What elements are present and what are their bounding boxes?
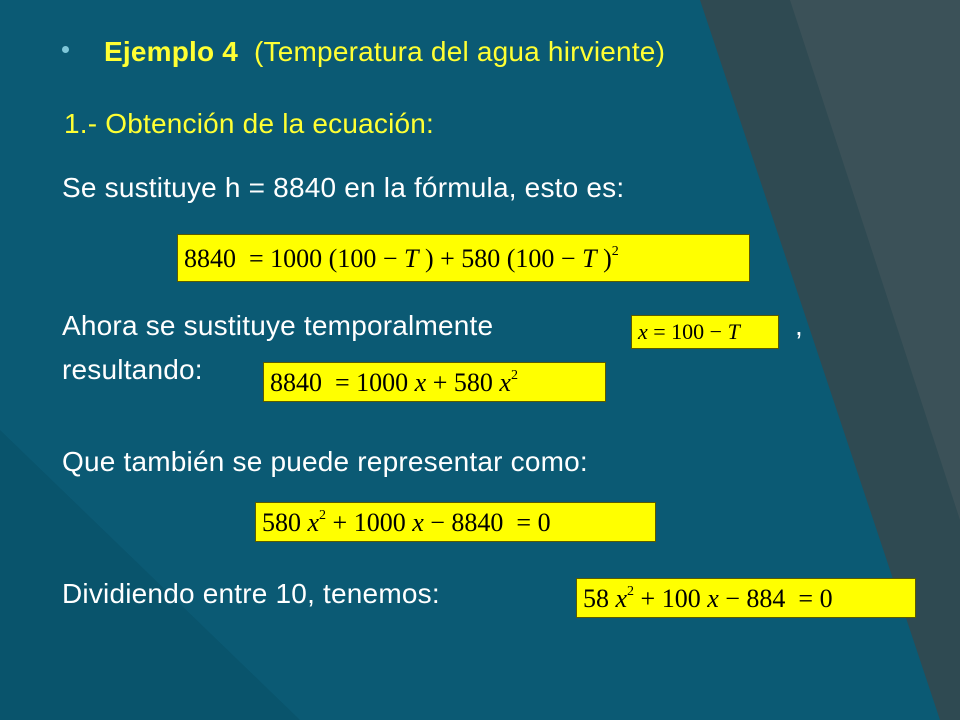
equation-3-content: 580 $x^2 + 1000$ x − 8840 = 0	[262, 507, 551, 537]
heading-bold: Ejemplo 4	[104, 36, 239, 67]
heading-rest: (Temperatura del agua hirviente)	[254, 36, 666, 67]
bullet-icon	[62, 46, 69, 53]
equation-1	[177, 234, 750, 282]
slide-heading	[104, 36, 665, 68]
section-subtitle: 1.- Obtención de la ecuación:	[64, 108, 435, 139]
comma-text: ,	[795, 310, 803, 341]
tambien-line: Que también se puede representar como:	[62, 446, 588, 477]
equation-4-content: 58 $x^2 + 100$ x − 884 = 0	[583, 583, 833, 613]
equation-2	[263, 362, 606, 402]
temporal-line: Ahora se sustituye temporalmente	[62, 310, 494, 341]
intro-line: Se sustituye h = 8840 en la fórmula, esto es:	[62, 172, 625, 203]
equation-4	[576, 578, 916, 618]
resultando-line: resultando:	[62, 354, 203, 385]
equation-x-substitution	[631, 315, 779, 349]
equation-x-content: x = 100 − T	[638, 319, 740, 344]
equation-2-content: 8840 = 1000 x + 580 $x^2$	[270, 367, 518, 397]
dividiendo-line: Dividiendo entre 10, tenemos:	[62, 578, 440, 609]
equation-3	[255, 502, 656, 542]
equation-1-content: 8840 = 1000 (100 − T ) + 580 (100 − T )$^2$	[184, 243, 619, 273]
